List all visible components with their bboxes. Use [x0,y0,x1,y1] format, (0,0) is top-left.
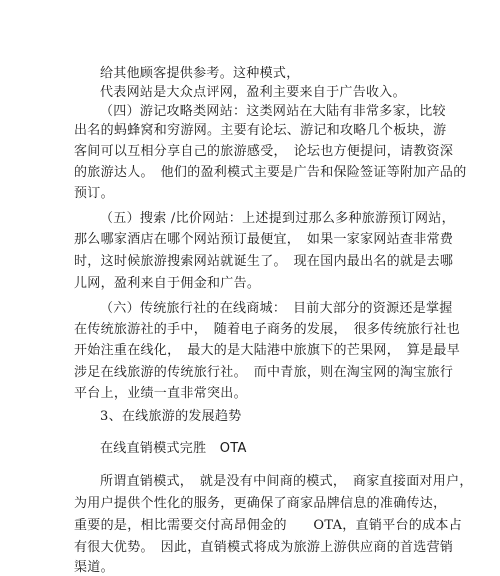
text-line: 在传统旅游社的手中， 随着电子商务的发展， 很多传统旅行社也 [74,322,461,337]
text-line: 平台上，业绩一直非常突出。 [74,386,247,401]
text-line: 渠道。 [74,560,114,575]
text-line: 儿网，盈利来自于佣金和广告。 [74,276,261,291]
text-line: 预订。 [74,186,114,201]
text-line: 时，这时候旅游搜索网站就诞生了。 现在国内最出名的就是去哪 [74,254,454,269]
text-line: 所谓直销模式， 就是没有中间商的模式， 商家直接面对用户， [100,474,473,489]
text-line: 重要的是，相比需要交付高昂佣金的 OTA，直销平台的成本占 [74,518,463,533]
text-line: （六）传统旅行社的在线商城： 目前大部分的资源还是掌握 [100,301,453,316]
subheading: 在线直销模式完胜 OTA [100,441,247,456]
section-heading: 3、在线旅游的发展趋势 [100,409,242,424]
text-line: 涉足在线旅游的传统旅行社。 而中青旅，则在淘宝网的淘宝旅行 [74,365,454,380]
text-line: 开始注重在线化， 最大的是大陆港中旅旗下的芒果网， 算是最早 [74,343,461,358]
text-line: 那么哪家酒店在哪个网站预订最便宜， 如果一家家网站查非常费 [74,232,454,247]
text-line: 给其他顾客提供参考。这种模式， [100,66,300,81]
text-line: 出名的蚂蜂窝和穷游网。主要有论坛、游记和攻略几个板块，游 [74,123,447,138]
text-line: 的旅游达人。 他们的盈利模式主要是广告和保险签证等附加产品的 [74,165,467,180]
text-line: 为用户提供个性化的服务，更确保了商家品牌信息的准确传达， [74,496,447,511]
text-line: 客间可以互相分享自己的旅游感受， 论坛也方便提问，请教资深 [74,144,454,159]
text-line: （五）搜索 /比价网站：上述提到过那么多种旅游预订网站， [100,211,455,226]
text-line: （四）游记攻略类网站：这类网站在大陆有非常多家，比较 [100,104,446,119]
text-line: 有很大优势。 因此，直销模式将成为旅游上游供应商的首选营销 [74,540,454,555]
text-line: 代表网站是大众点评网，盈利主要来自于广告收入。 [100,85,406,100]
